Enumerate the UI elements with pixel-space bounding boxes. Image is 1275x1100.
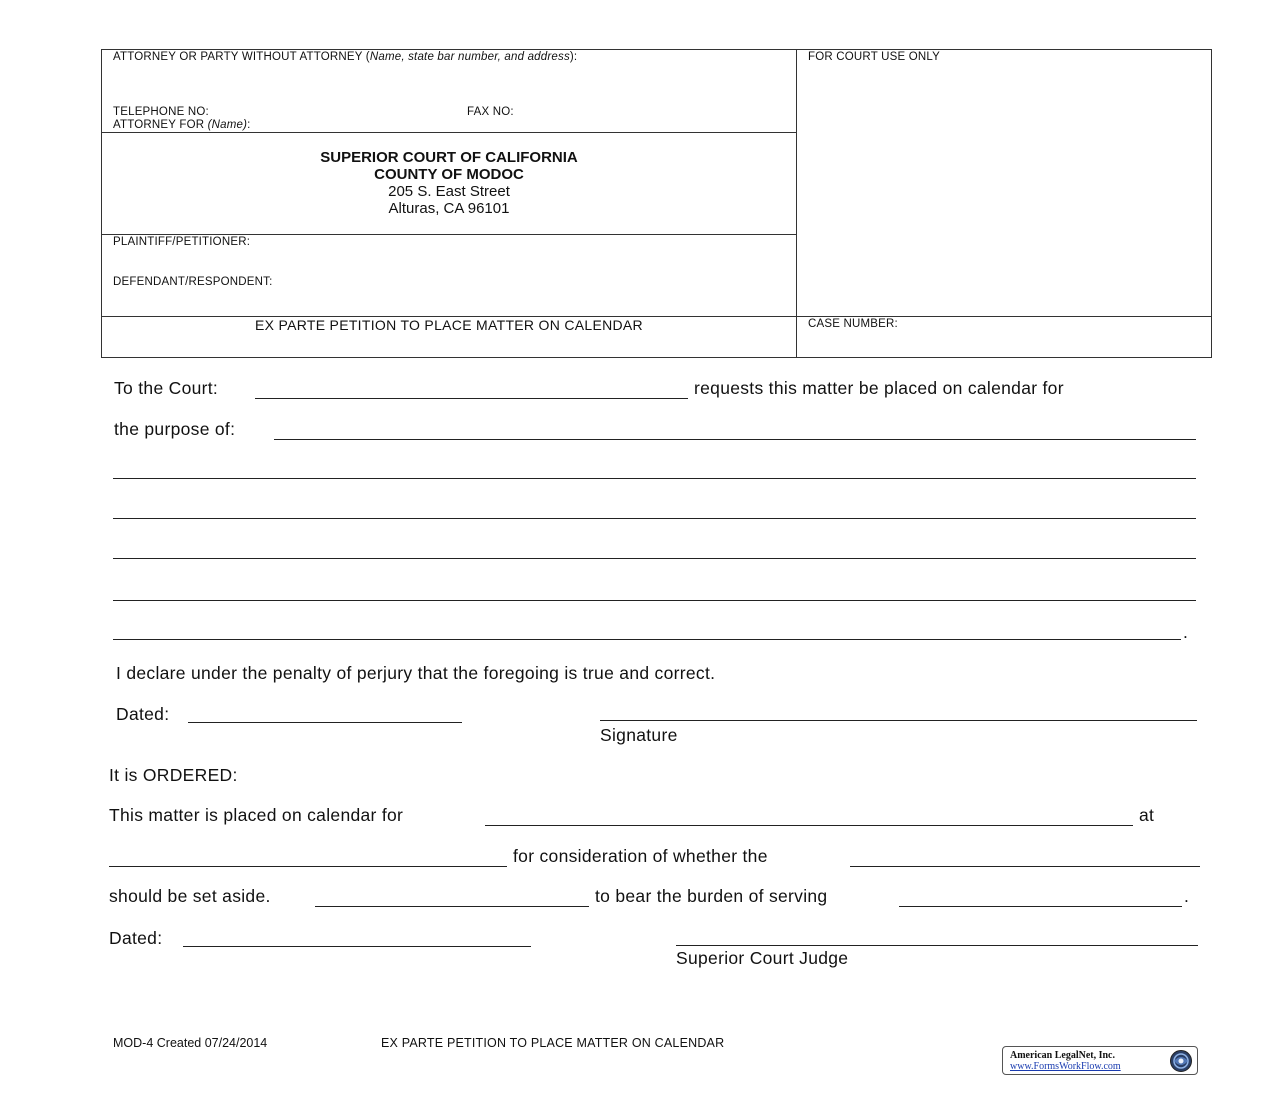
burden-party-field[interactable] (315, 906, 589, 907)
order-dated-field[interactable] (183, 946, 531, 947)
at-text: at (1139, 805, 1155, 825)
purpose-field-line-3[interactable] (113, 518, 1196, 519)
attorney-for-label: ATTORNEY FOR (Name): (113, 119, 251, 131)
footer-form-title: EX PARTE PETITION TO PLACE MATTER ON CALENDAR (381, 1036, 725, 1050)
attorney-section-divider (101, 132, 797, 133)
logo-url[interactable]: www.FormsWorkFlow.com (1010, 1061, 1121, 1072)
american-legalnet-logo[interactable] (1002, 1046, 1198, 1075)
set-aside-text: should be set aside. (109, 886, 271, 906)
consideration-text: for consideration of whether the (513, 846, 768, 866)
purpose-field-line-4[interactable] (113, 558, 1196, 559)
fax-label: FAX NO: (467, 106, 514, 118)
logo-company-name: American LegalNet, Inc. (1010, 1050, 1115, 1061)
globe-icon (1169, 1049, 1193, 1073)
order-dated-label: Dated: (109, 928, 163, 948)
form-title: EX PARTE PETITION TO PLACE MATTER ON CALENDAR (255, 317, 643, 333)
judge-label: Superior Court Judge (676, 948, 849, 968)
purpose-label: the purpose of: (114, 419, 236, 439)
purpose-field-line-2[interactable] (113, 478, 1196, 479)
footer-form-id: MOD-4 Created 07/24/2014 (113, 1036, 268, 1050)
case-number-label: CASE NUMBER: (808, 318, 898, 330)
serving-field[interactable] (899, 906, 1182, 907)
requests-text: requests this matter be placed on calendar for (694, 378, 1064, 398)
dated-field[interactable] (188, 722, 462, 723)
purpose-field-line-6[interactable] (113, 639, 1181, 640)
defendant-label: DEFENDANT/RESPONDENT: (113, 276, 273, 288)
purpose-period: . (1183, 622, 1189, 642)
signature-field[interactable] (600, 720, 1197, 721)
calendar-time-field[interactable] (109, 866, 507, 867)
county-name: COUNTY OF MODOC (374, 166, 524, 183)
calendar-text: This matter is placed on calendar for (109, 805, 404, 825)
signature-label: Signature (600, 725, 678, 745)
calendar-date-field[interactable] (485, 825, 1133, 826)
judge-signature-field[interactable] (676, 945, 1198, 946)
set-aside-item-field[interactable] (850, 866, 1200, 867)
burden-text: to bear the burden of serving (595, 886, 828, 906)
court-street: 205 S. East Street (388, 183, 510, 200)
plaintiff-label: PLAINTIFF/PETITIONER: (113, 236, 251, 248)
attorney-label: ATTORNEY OR PARTY WITHOUT ATTORNEY (Name, state bar number, and address): (113, 51, 578, 63)
court-name: SUPERIOR COURT OF CALIFORNIA (320, 149, 578, 166)
serving-period: . (1184, 886, 1190, 906)
requesting-party-field[interactable] (255, 398, 688, 399)
declaration-text: I declare under the penalty of perjury that the foregoing is true and correct. (116, 663, 716, 683)
purpose-field-line-1[interactable] (274, 439, 1196, 440)
court-use-label: FOR COURT USE ONLY (808, 51, 941, 63)
ordered-label: It is ORDERED: (109, 765, 238, 785)
to-court-label: To the Court: (114, 378, 219, 398)
purpose-field-line-5[interactable] (113, 600, 1196, 601)
dated-label: Dated: (116, 704, 170, 724)
telephone-label: TELEPHONE NO: (113, 106, 209, 118)
court-city: Alturas, CA 96101 (388, 200, 510, 217)
court-section-divider (101, 234, 797, 235)
